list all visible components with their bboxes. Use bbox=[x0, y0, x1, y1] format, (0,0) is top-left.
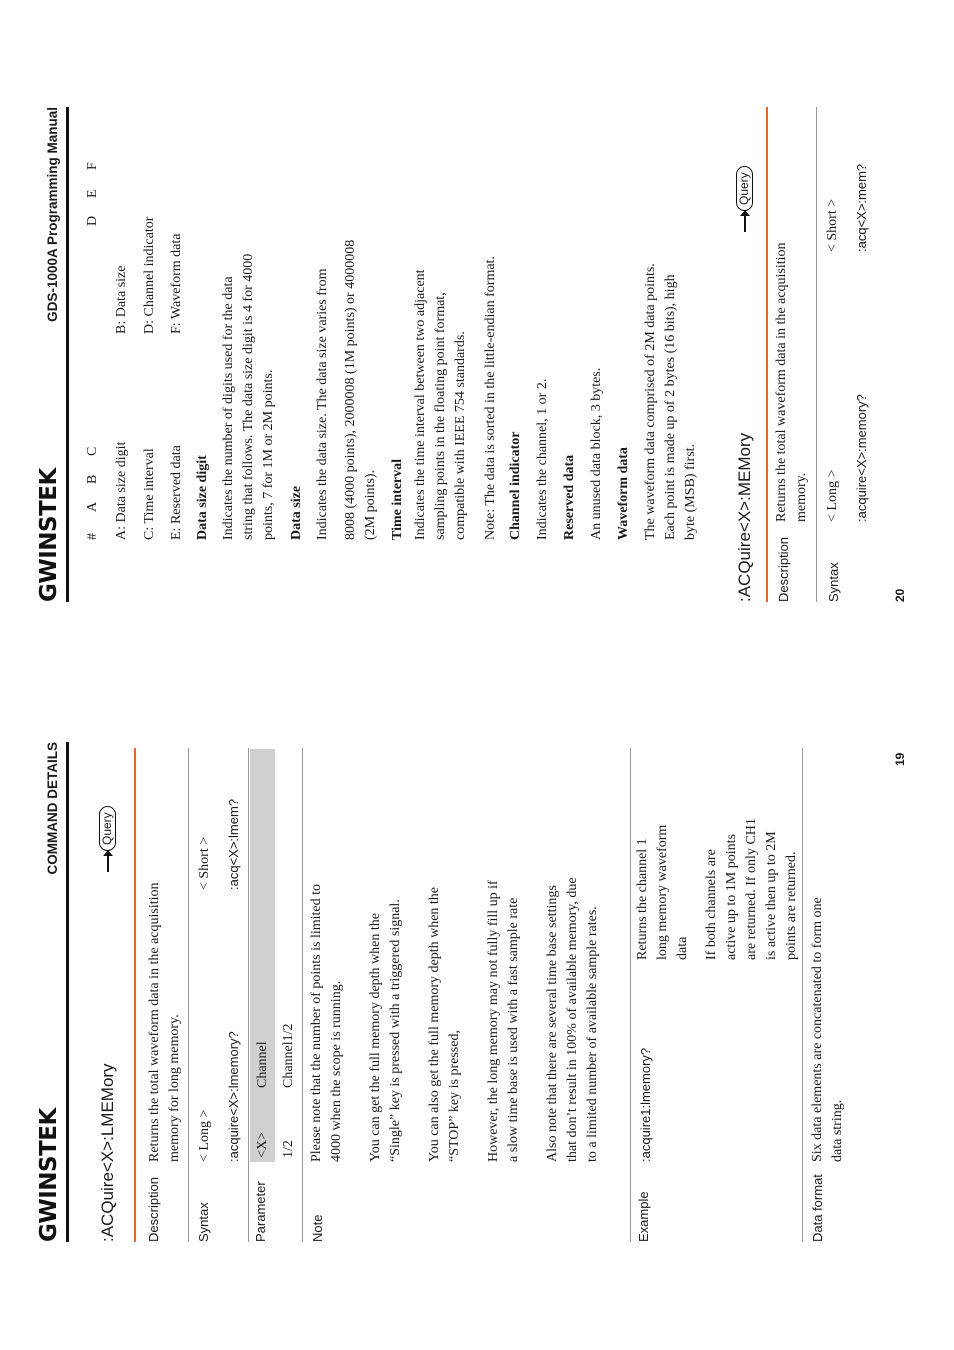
parameter-value: 1/2 bbox=[281, 1140, 296, 1158]
description-text: Returns the total waveform data in the acquisition memory. bbox=[774, 242, 809, 522]
syntax-long-label: < Long > bbox=[197, 1109, 212, 1162]
section-body: Indicates the data size. The data size varies from 8008 (4000 points), 2000008 (1M points) or 4000008 (2M points). bbox=[315, 239, 378, 540]
syntax-short-value: :acq<X>:lmem? bbox=[226, 798, 241, 890]
section-body: The waveform data comprised of 2M data points. Each point is made up of 2 bytes (16 bits), high byte (MSB) first. bbox=[643, 263, 698, 540]
gwinstek-logo: GWINSTEK bbox=[36, 1108, 62, 1242]
section-body: Indicates the time interval between two adjacent sampling points in the floating point format, compatible with IEEE 754 standards. Note: The data is sorted in the little-endian format. bbox=[413, 256, 498, 540]
header-title: COMMAND DETAILS bbox=[45, 742, 60, 875]
parameter-desc: Channel1/2 bbox=[281, 1023, 296, 1088]
example-note: If both channels are active up to 1M points are returned. If only CH1 is active then up to 2M points are returned. bbox=[704, 818, 799, 960]
legend-item: D: Channel indicator bbox=[142, 216, 157, 334]
page-header bbox=[36, 107, 69, 602]
legend-item: A: Data size digit bbox=[114, 441, 129, 540]
syntax-short-value: :acq<X>:mem? bbox=[854, 163, 869, 252]
command-title: :ACQuire<X>:LMEMory bbox=[98, 1063, 117, 1242]
parameter-header-row bbox=[250, 749, 275, 1162]
note-paragraph: You can get the full memory depth when the “Single” key is pressed with a triggered signal. bbox=[368, 899, 403, 1162]
parameter-header-param: <X> bbox=[255, 1132, 270, 1158]
page-20: GWINSTEK GDS-1000A Programming Manual # A B C D E F A: Data size digit B: Data size C: Time interval D: Channel indicator E: Reserved data F: Waveform data Data size digit Indicates the number of digits used for the data string that follows. The data size digit is 4 for 4000 points, 7 for 1M or 2M points. Data size Indicates the data size. The data size varies from 8008 (4000 points), 2000008 (1M points) or 4000008 (2M points). Time interval Indicates the time interval between two adjacent sampling points in the floating point format, compatible with IEEE 754 standards. Note: The data is sorted in the little-endian format. Channel indicator Indicates the channel, 1 or 2. Reserved data An unused data block, 3 bytes. Waveform data The waveform data comprised of 2M data points. Each point is made up of 2 bytes (16 bits), high byte (MSB) first. :ACQuire<X>:MEMory Query Description Returns the total waveform data in the acquisition memory. Syntax < Long > < Short > :acquire<X>:memory? :acq<X>:mem? 20 bbox=[36, 107, 907, 602]
description-text: Returns the total waveform data in the acquisition memory for long memory. bbox=[147, 882, 182, 1162]
parameter-label: Parameter bbox=[253, 1181, 268, 1242]
data-format-label: Data format bbox=[810, 1174, 825, 1242]
parameter-header-desc: Channel bbox=[255, 1041, 270, 1088]
note-label: Note bbox=[310, 1214, 325, 1242]
divider bbox=[802, 748, 803, 1242]
syntax-label: Syntax bbox=[196, 1202, 211, 1242]
note-paragraph: You can also get the full memory depth when the “STOP” key is pressed, bbox=[427, 886, 462, 1162]
section-body: Indicates the number of digits used for the data string that follows. The data size digit is 4 for 4000 points, 7 for 1M or 2M points. bbox=[221, 253, 276, 540]
legend-item: C: Time interval bbox=[142, 448, 157, 540]
syntax-long-value: :acquire<X>:memory? bbox=[854, 394, 869, 522]
header-title: GDS-1000A Programming Manual bbox=[45, 107, 60, 322]
section-heading: Time interval bbox=[390, 458, 405, 540]
section-body: An unused data block, 3 bytes. bbox=[589, 367, 604, 540]
syntax-short-label: < Short > bbox=[825, 198, 840, 252]
page-number: 20 bbox=[893, 588, 907, 602]
section-accent-rule bbox=[134, 748, 136, 1242]
divider bbox=[188, 748, 189, 1242]
syntax-long-label: < Long > bbox=[825, 469, 840, 522]
note-paragraph: Please note that the number of points is limited to 4000 when the scope is running. bbox=[309, 883, 344, 1162]
syntax-long-value: :acquire<X>:lmemory? bbox=[226, 1031, 241, 1162]
section-accent-rule bbox=[766, 107, 768, 602]
divider bbox=[630, 748, 631, 1242]
command-title: :ACQuire<X>:MEMory bbox=[735, 432, 754, 602]
example-label: Example bbox=[636, 1191, 651, 1242]
query-badge: Query bbox=[99, 806, 116, 872]
description-label: Description bbox=[776, 536, 791, 602]
page-19 bbox=[0, 675, 954, 1350]
page-number: 19 bbox=[893, 752, 907, 766]
section-heading: Reserved data bbox=[562, 454, 577, 540]
example-result: Returns the channel 1 long memory waveform data bbox=[635, 824, 690, 960]
legend-item: E: Reserved data bbox=[169, 445, 184, 540]
section-heading: Data size digit bbox=[195, 455, 210, 540]
query-badge: Query bbox=[736, 166, 753, 232]
divider bbox=[302, 748, 303, 1242]
syntax-short-label: < Short > bbox=[197, 836, 212, 890]
gwinstek-logo: GWINSTEK bbox=[36, 468, 62, 602]
divider bbox=[816, 107, 817, 602]
legend-item: B: Data size bbox=[114, 265, 129, 334]
syntax-label: Syntax bbox=[826, 562, 841, 602]
note-paragraph: Also note that there are several time base settings that don’t result in 100% of available memory, due to a limited number of available sample rates. bbox=[545, 877, 600, 1162]
arrow-icon bbox=[107, 852, 109, 872]
legend-item: F: Waveform data bbox=[169, 233, 184, 334]
section-heading: Channel indicator bbox=[508, 431, 523, 540]
note-paragraph: However, the long memory may not fully fill up if a slow time base is used with a fast sample rate bbox=[486, 880, 521, 1162]
description-label: Description bbox=[146, 1176, 161, 1242]
arrow-icon bbox=[744, 212, 746, 232]
section-heading: Data size bbox=[289, 485, 304, 540]
divider bbox=[248, 748, 249, 1242]
example-command: :acquire1:lmemory? bbox=[638, 1047, 653, 1162]
section-heading: Waveform data bbox=[616, 447, 631, 540]
section-body: Indicates the channel, 1 or 2. bbox=[535, 378, 550, 540]
data-format-text: Six data elements are concatenated to form one data string. bbox=[810, 897, 845, 1162]
page-header bbox=[36, 742, 69, 1242]
